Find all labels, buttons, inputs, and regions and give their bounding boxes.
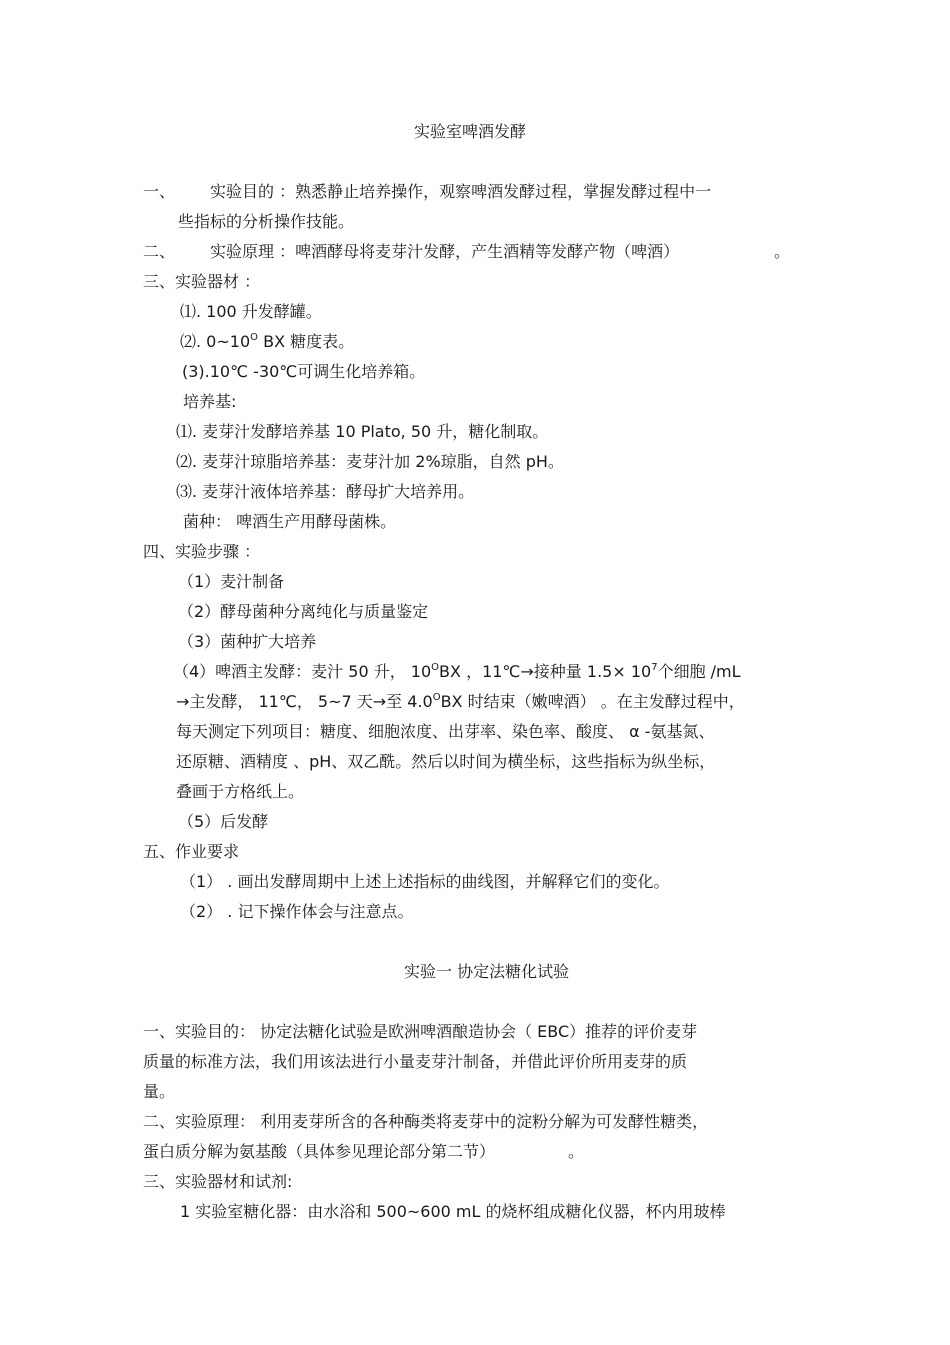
section1-continuation: 些指标的分析操作技能。 xyxy=(178,212,355,231)
step-4-line-2: →主发酵， 11℃， 5~7 天→至 $4.0^OBX$ 时结束（嫩啤酒） 。在主发酵过程中， xyxy=(176,692,745,711)
medium-item-2: ⑵. 麦芽汁琼脂培养基：麦芽汁加 2%琼脂，自然 pH。 xyxy=(176,452,564,471)
strain-line: 菌种： 啤酒生产用酵母菌株。 xyxy=(183,512,397,531)
equipment-item-3: (3).10℃ -30℃可调生化培养箱。 xyxy=(182,362,426,381)
principle-line-1: 二、实验原理： 利用麦芽所含的各种酶类将麦芽中的淀粉分解为可发酵性糖类， xyxy=(143,1112,709,1131)
homework-item-2: （2） . 记下操作体会与注意点。 xyxy=(180,902,414,921)
step-4: （4）啤酒主发酵：麦汁 50 升， $10^OBX$ ，11℃→接种量 $1.5\times 10^7$个细胞 /mL xyxy=(173,662,741,681)
materials-heading: 三、实验器材和试剂: xyxy=(143,1172,293,1191)
materials-line-1: 1 实验室糖化器：由水浴和 500~600 mL 的烧杯组成糖化仪器，杯内用玻棒 xyxy=(180,1202,726,1221)
step-4-line-3: 每天测定下列项目：糖度、细胞浓度、出芽率、染色率、酸度、 α -氨基氮、 xyxy=(176,722,715,741)
doc2-title: 实验一 协定法糖化试验 xyxy=(404,962,570,981)
doc1-title: 实验室啤酒发酵 xyxy=(414,122,527,141)
medium-heading: 培养基: xyxy=(183,392,237,411)
medium-item-3: ⑶. 麦芽汁液体培养基：酵母扩大培养用。 xyxy=(176,482,475,501)
step-1: （1）麦汁制备 xyxy=(178,572,285,591)
section2-end: 。 xyxy=(774,242,791,261)
homework-item-1: （1） . 画出发酵周期中上述上述指标的曲线图，并解释它们的变化。 xyxy=(180,872,670,891)
purpose-line-3: 量。 xyxy=(143,1082,176,1101)
section2-number: 二、 xyxy=(143,242,176,261)
step-4-line-5: 叠画于方格纸上。 xyxy=(176,782,305,801)
section4-heading: 四、实验步骤 ： xyxy=(143,542,261,561)
section1-text: 实验目的 ：熟悉静止培养操作，观察啤酒发酵过程，掌握发酵过程中一 xyxy=(210,182,712,201)
section2-text: 实验原理 ：啤酒酵母将麦芽汁发酵，产生酒精等发酵产物（啤酒） xyxy=(210,242,680,261)
step-5: （5）后发酵 xyxy=(178,812,269,831)
section5-heading: 五、作业要求 xyxy=(143,842,240,861)
section3-heading: 三、实验器材 ： xyxy=(143,272,261,291)
principle-line-2: 蛋白质分解为氨基酸（具体参见理论部分第二节） xyxy=(143,1142,496,1161)
step-3: （3）菌种扩大培养 xyxy=(178,632,317,651)
principle-end: 。 xyxy=(568,1142,585,1161)
purpose-line-1: 一、实验目的： 协定法糖化试验是欧洲啤酒酿造协会（ EBC）推荐的评价麦芽 xyxy=(143,1022,698,1041)
equipment-item-2: ⑵. $0\sim 10^O$ BX 糖度表。 xyxy=(180,332,355,351)
step-4-line-4: 还原糖、酒精度 、pH、双乙酰。然后以时间为横坐标，这些指标为纵坐标， xyxy=(176,752,716,771)
purpose-line-2: 质量的标准方法，我们用该法进行小量麦芽汁制备，并借此评价所用麦芽的质 xyxy=(143,1052,688,1071)
step-2: （2）酵母菌种分离纯化与质量鉴定 xyxy=(178,602,429,621)
section1-number: 一、 xyxy=(143,182,176,201)
equipment-item-1: ⑴. 100 升发酵罐。 xyxy=(180,302,322,321)
medium-item-1: ⑴. 麦芽汁发酵培养基 10 Plato, 50 升，糖化制取。 xyxy=(176,422,549,441)
